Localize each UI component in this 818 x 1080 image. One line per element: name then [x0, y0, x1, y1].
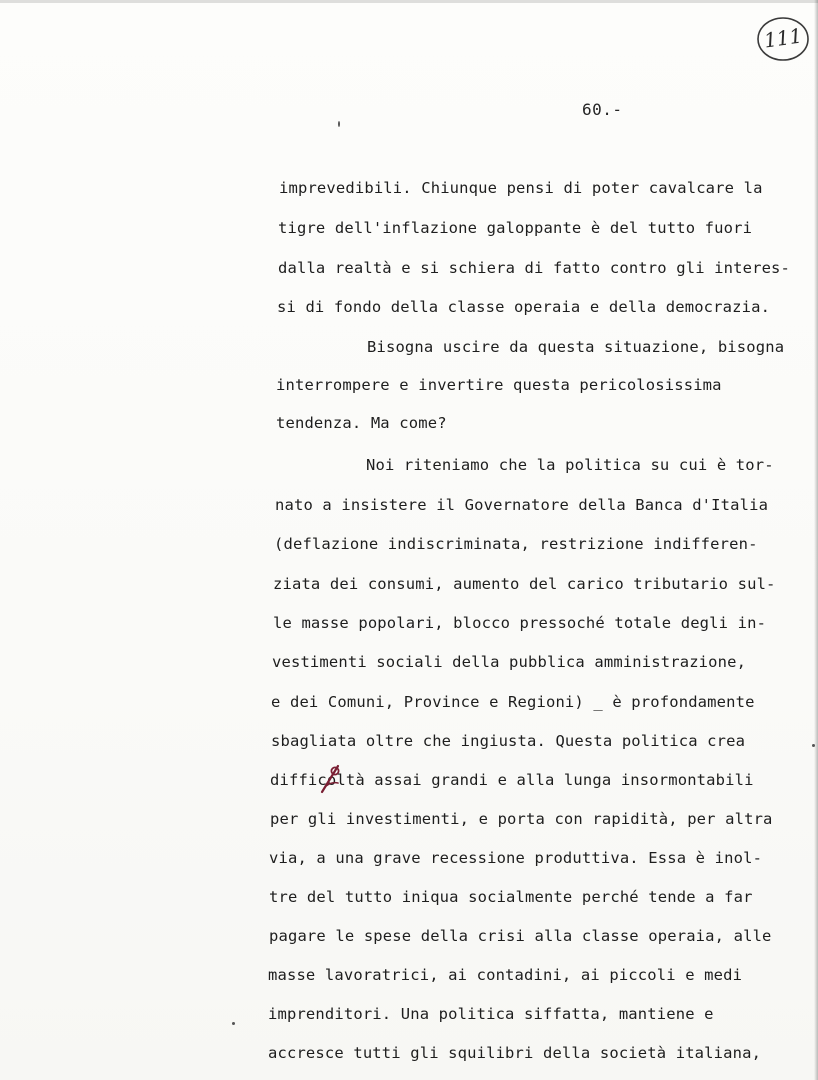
text-line: sbagliata oltre che ingiusta. Questa politica crea — [271, 732, 746, 750]
text-line: tendenza. Ma come? — [276, 414, 447, 432]
text-line: si di fondo della classe operaia e della democrazia. — [277, 298, 771, 316]
archive-number: 111 — [762, 23, 804, 53]
text-line: accresce tutti gli squilibri della società italiana, — [268, 1044, 762, 1062]
page-number: 60.- — [582, 100, 623, 119]
text-line: tre del tutto iniqua socialmente perché tende a far — [269, 888, 753, 906]
handwritten-correction-mark — [318, 762, 344, 796]
text-line: vestimenti sociali della pubblica amministrazione, — [272, 653, 747, 671]
text-line: pagare le spese della crisi alla classe operaia, alle — [269, 927, 772, 945]
text-line: tigre dell'inflazione galoppante è del tutto fuori — [278, 219, 753, 237]
text-line: imprenditori. Una politica siffatta, mantiene e — [268, 1005, 714, 1023]
text-line: imprevedibili. Chiunque pensi di poter cavalcare la — [279, 179, 763, 197]
text-line: Bisogna uscire da questa situazione, bisogna — [367, 338, 785, 356]
text-line: nato a insistere il Governatore della Banca d'Italia — [275, 496, 769, 514]
text-line: per gli investimenti, e porta con rapidità, per altra — [270, 810, 773, 828]
text-line: ziata dei consumi, aumento del carico tributario sul- — [273, 575, 776, 593]
text-line: (deflazione indiscriminata, restrizione indifferen- — [274, 535, 758, 553]
text-line: dalla realtà e si schiera di fatto contro gli interes- — [278, 259, 791, 277]
text-line: le masse popolari, blocco pressoché totale degli in- — [273, 614, 767, 632]
text-line: via, a una grave recessione produttiva. Essa è inol- — [269, 849, 763, 867]
text-line: difficoltà assai grandi e alla lunga insormontabili — [270, 771, 754, 789]
text-line: interrompere e invertire questa pericolosissima — [276, 376, 722, 394]
text-line: masse lavoratrici, ai contadini, ai piccoli e medi — [268, 966, 743, 984]
text-line: Noi riteniamo che la politica su cui è tor- — [366, 456, 774, 474]
text-line: e dei Comuni, Province e Regioni) _ è profondamente — [271, 693, 755, 711]
